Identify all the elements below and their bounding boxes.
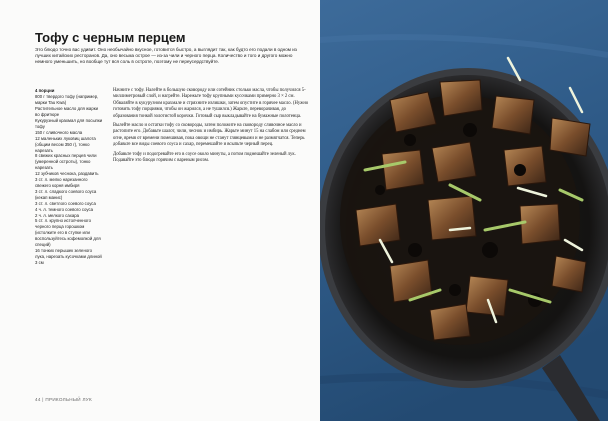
ingredients-list: [35, 88, 103, 266]
ingredient-item: 150 г сливочного масла: [35, 129, 83, 135]
ingredient-item: 2 ч. л. мелкого сахара: [35, 212, 79, 218]
ingredient-item: 3 ст. л. светлого соевого соуса: [35, 200, 96, 206]
method-step: Добавьте тофу и подогревайте его в соусе около минуты, а потом подмешайте зеленый лук. Подавайте это блюдо горячим с вареным рисом.: [113, 151, 296, 164]
dish-photo: [320, 0, 608, 421]
ingredient-item: 5 ст. л. крупно истолченного черного перца горошком (истолките его в ступке или воспользуйтесь кофемолкой для специй): [35, 218, 101, 248]
intro-paragraph: [35, 47, 307, 66]
ingredient-item: Растительное масло для жарки во фритюре: [35, 106, 98, 118]
page-title: Тофу с черным перцем: [35, 30, 186, 45]
ingredient-item: 800 г твердого тофу (например, марки Tau Kwa): [35, 94, 99, 106]
ingredient-item: 16 тонких перышек зеленого лука, нарезать кусочками длиной 3 см: [35, 247, 102, 265]
method-step: Вылейте масло и остатки тофу со сковороды, затем положите на сковороду сливочное масло и растопите его. Добавьте шалот, чили, чеснок и имбирь. Жарьте минут 15 на слабом или среднем огне, время от времени помешивая, пока овощи не станут глянцевыми и не размягчатся. Теперь добавьте все виды соевого соуса и сахар, перемешайте и всыпьте черный перец.: [113, 123, 306, 148]
ingredient-item: 12 маленьких луковиц шалота (общим весом 350 г), тонко нарезать: [35, 135, 96, 153]
ingredient-item: 12 зубчиков чеснока, раздавить: [35, 171, 99, 177]
ingredient-item: 3 ст. л. мелко нарезанного свежего корня имбиря: [35, 177, 88, 188]
ingredient-item: Кукурузный крахмал для посыпки тофу: [35, 118, 103, 129]
ingredient-item: 4 ч. л. темного соевого соуса: [35, 206, 94, 212]
ingredient-item: 8 свежих красных перцев чили (умеренной остроты), тонко нарезать: [35, 153, 97, 171]
intro-text: Это блюдо точно вас удивит. Оно необычайно вкусное, готовится быстро, а выглядит так, как будто его подали в одном из лучших китайских ресторанов. Да, оно весьма острое — из-за чили и черного перца. Количество и того и другого можно немного уменьшить, но вообще тут вся соль в остроте, поэтому не переусердствуйте.: [35, 47, 297, 65]
method-step: Начните с тофу. Налейте в большую сковороду или сотейник столько масла, чтобы получился 5-миллиметровый слой, и нагрейте. Нарежьте тофу крупными кусочками примерно 3 × 2 см. Обваляйте в кукурузном крахмале и стряхните излишки, затем опустите в горячее масло. (Нужно готовить тофу порциями, чтобы он жарился, а не тушился.) Жарьте, переворачивая, до образования тонкой золотистой корочки. Готовый сыр выкладывайте на бумажные полотенца.: [113, 88, 309, 119]
portions-label: 4 порции: [35, 88, 55, 93]
method-text: [113, 88, 309, 167]
ingredient-item: 3 ст. л. сладкого соевого соуса (кекап манис): [35, 188, 97, 200]
page-folio: 44 | ПРИКОЛЬНЫЙ ЛУК: [35, 397, 92, 402]
